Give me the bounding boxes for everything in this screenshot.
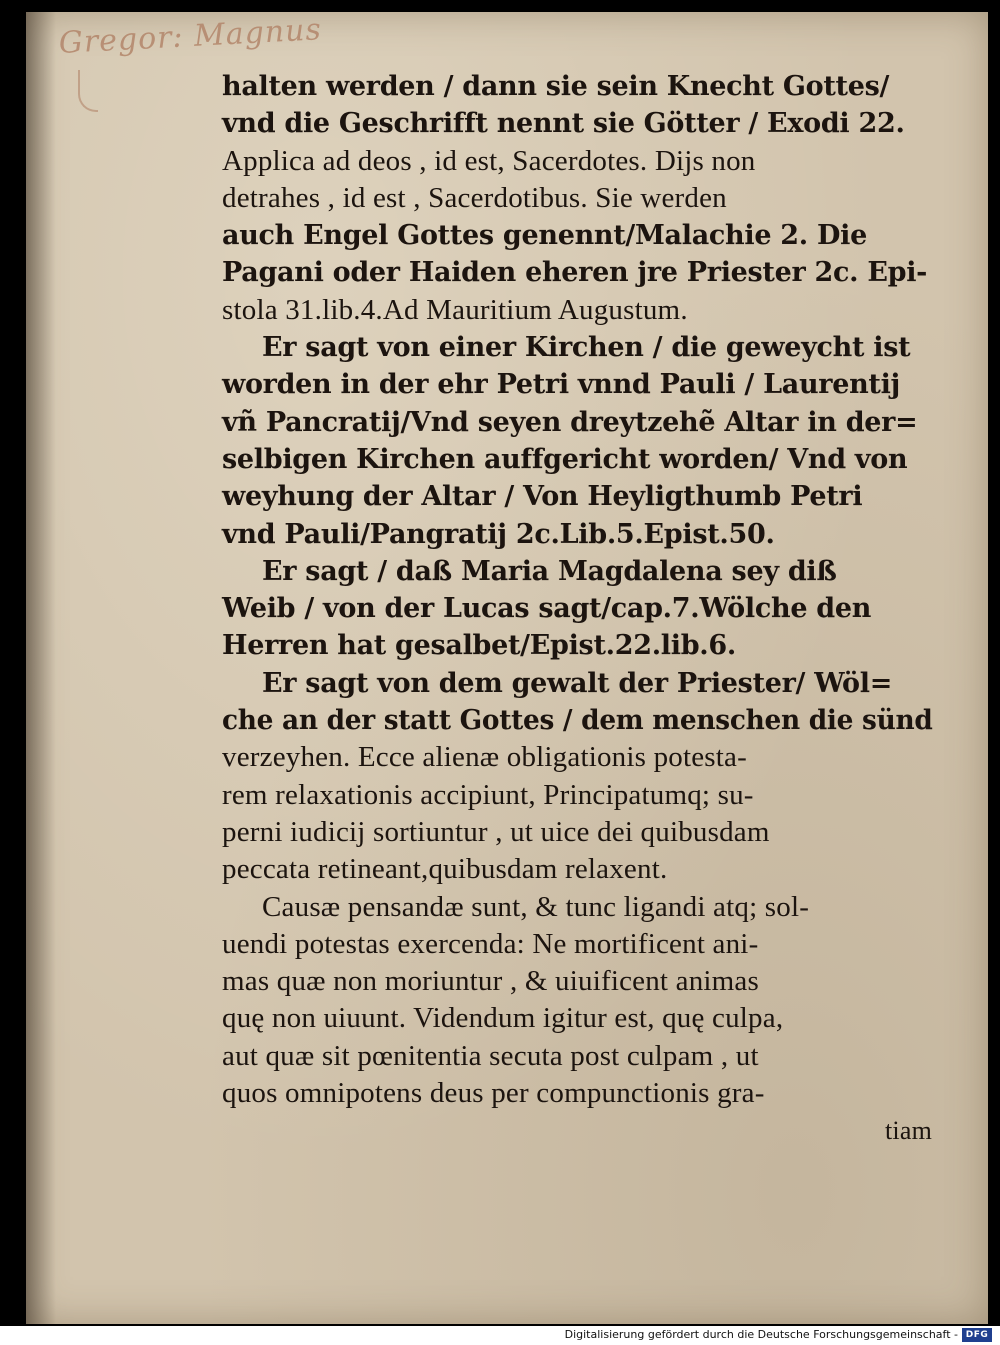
- footer-credit: Digitalisierung gefördert durch die Deutsche Forschungsgemeinschaft -: [564, 1328, 958, 1341]
- text-line: selbigen Kirchen auffgericht worden/ Vnd von: [222, 443, 908, 475]
- text-line: auch Engel Gottes genennt/Malachie 2. Die: [222, 220, 867, 252]
- text-line: Er sagt von einer Kirchen / die geweycht ist: [262, 332, 911, 364]
- text-line: rem relaxationis accipiunt, Principatumq; su-: [222, 778, 754, 811]
- text-line: Er sagt von dem gewalt der Priester/ Wöl=: [262, 667, 893, 699]
- printed-text-block: [222, 68, 932, 1150]
- text-line: peccata retineant,quibusdam relaxent.: [222, 853, 668, 886]
- text-line: Pagani oder Haiden eheren jre Priester 2c. Epi-: [222, 257, 928, 289]
- text-line: halten werden / dann sie sein Knecht Gottes/: [222, 71, 890, 102]
- text-line: tiam: [884, 1116, 932, 1146]
- text-line: mas quæ non moriuntur , & uiuificent animas: [222, 965, 759, 998]
- text-line: che an der statt Gottes / dem menschen die sünd: [222, 705, 933, 737]
- text-line: aut quæ sit pœnitentia secuta post culpam , ut: [222, 1039, 759, 1072]
- text-line: Causæ pensandæ sunt, & tunc ligandi atq; sol-: [262, 890, 810, 923]
- dfg-logo-icon[interactable]: DFG: [962, 1328, 992, 1342]
- handwritten-mark: [78, 70, 98, 112]
- text-line: Applica ad deos , id est, Sacerdotes. Dijs non: [222, 144, 756, 177]
- text-line: quos omnipotens deus per compunctionis gra-: [222, 1077, 765, 1110]
- text-line: Weib / von der Lucas sagt/cap.7.Wölche den: [222, 593, 872, 625]
- page-gutter-shadow: [26, 12, 56, 1324]
- text-line: Herren hat gesalbet/Epist.22.lib.6.: [222, 630, 736, 662]
- text-line: detrahes , id est , Sacerdotibus. Sie werden: [222, 181, 727, 214]
- text-line: vñ Pancratij/Vnd seyen dreytzehẽ Altar in der=: [222, 406, 918, 438]
- text-line: Er sagt / daß Maria Magdalena sey diß: [262, 555, 837, 587]
- text-line: stola 31.lib.4.Ad Mauritium Augustum.: [222, 293, 688, 326]
- text-line: vnd die Geschrifft nennt sie Götter / Exodi 22.: [222, 108, 905, 140]
- text-line: worden in der ehr Petri vnnd Pauli / Laurentij: [222, 369, 901, 401]
- text-line: weyhung der Altar / Von Heyligthumb Petri: [222, 481, 863, 513]
- text-line: uendi potestas exercenda: Ne mortificent ani-: [222, 927, 759, 960]
- text-line: perni iudicij sortiuntur , ut uice dei quibusdam: [222, 815, 770, 848]
- text-line: verzeyhen. Ecce alienæ obligationis potesta-: [222, 741, 747, 774]
- text-line: vnd Pauli/Pangratij 2c.Lib.5.Epist.50.: [222, 518, 775, 550]
- handwritten-marginalia: Gregor: Magnus: [58, 12, 323, 61]
- footer-bar: [0, 1326, 1000, 1345]
- text-line: quę non uiuunt. Videndum igitur est, quę culpa,: [222, 1002, 784, 1035]
